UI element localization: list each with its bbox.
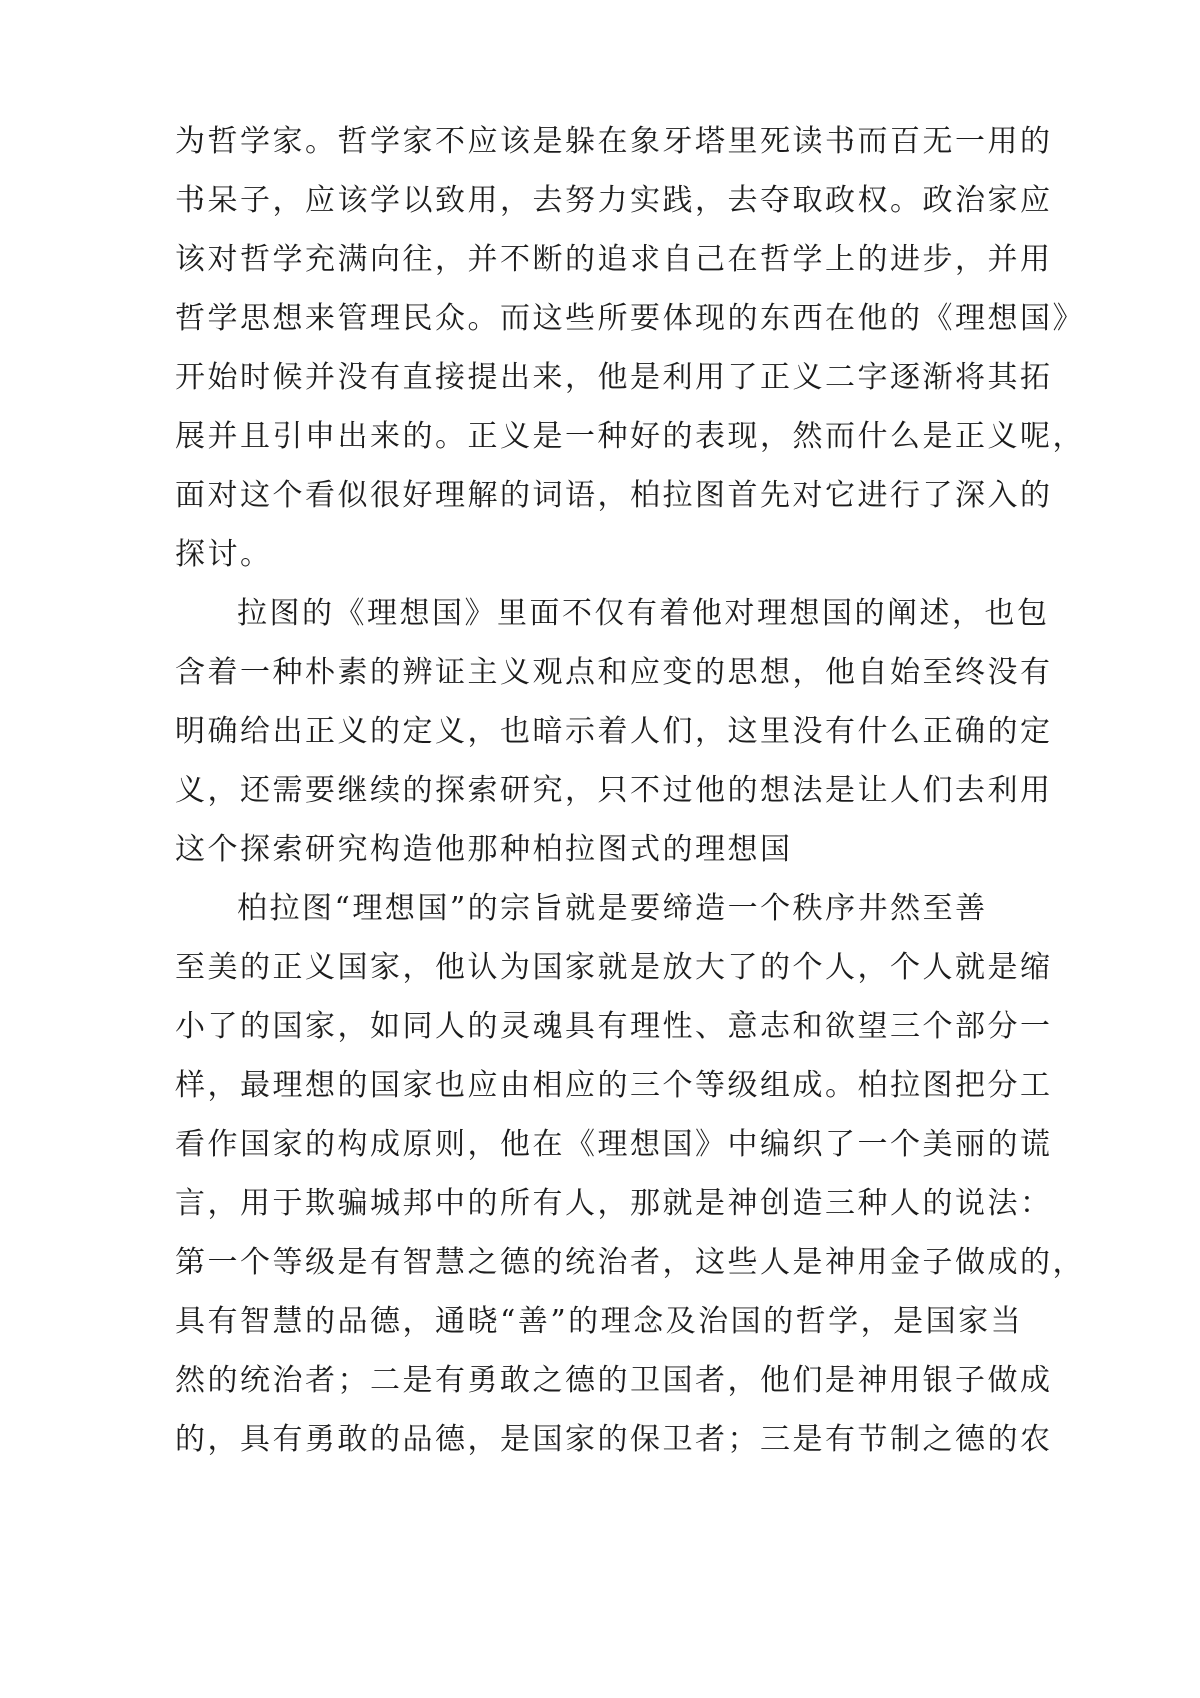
text-line: 含着一种朴素的辨证主义观点和应变的思想，他自始至终没有 (175, 655, 1053, 690)
paragraph-first-line: 拉图的《理想国》里面不仅有着他对理想国的阐述，也包 (237, 596, 1050, 631)
text-line: 看作国家的构成原则，他在《理想国》中编织了一个美丽的谎 (175, 1127, 1053, 1162)
text-line: 的，具有勇敢的品德，是国家的保卫者；三是有节制之德的农 (175, 1422, 1053, 1457)
text-line: 展并且引申出来的。正义是一种好的表现，然而什么是正义呢， (175, 419, 1085, 454)
text-line: 探讨。 (175, 537, 273, 572)
text-line: 为哲学家。哲学家不应该是躲在象牙塔里死读书而百无一用的 (175, 124, 1053, 159)
text-line: 具有智慧的品德，通晓“善”的理念及治国的哲学，是国家当 (175, 1304, 1024, 1339)
text-line: 该对哲学充满向往，并不断的追求自己在哲学上的进步，并用 (175, 242, 1053, 277)
text-line: 言，用于欺骗城邦中的所有人，那就是神创造三种人的说法： (175, 1186, 1053, 1221)
text-line: 哲学思想来管理民众。而这些所要体现的东西在他的《理想国》 (175, 301, 1085, 336)
text-line: 开始时候并没有直接提出来，他是利用了正义二字逐渐将其拓 (175, 360, 1053, 395)
text-line: 然的统治者；二是有勇敢之德的卫国者，他们是神用银子做成 (175, 1363, 1053, 1398)
text-line: 至美的正义国家，他认为国家就是放大了的个人，个人就是缩 (175, 950, 1053, 985)
text-line: 明确给出正义的定义，也暗示着人们，这里没有什么正确的定 (175, 714, 1053, 749)
text-line: 这个探索研究构造他那种柏拉图式的理想国 (175, 832, 793, 867)
text-line: 义，还需要继续的探索研究，只不过他的想法是让人们去利用 (175, 773, 1053, 808)
paragraph-first-line: 柏拉图“理想国”的宗旨就是要缔造一个秩序井然至善 (237, 891, 988, 926)
text-line: 样，最理想的国家也应由相应的三个等级组成。柏拉图把分工 (175, 1068, 1053, 1103)
body-text (175, 112, 1085, 1469)
text-line: 第一个等级是有智慧之德的统治者，这些人是神用金子做成的， (175, 1245, 1085, 1280)
text-line: 小了的国家，如同人的灵魂具有理性、意志和欲望三个部分一 (175, 1009, 1053, 1044)
text-line: 书呆子，应该学以致用，去努力实践，去夺取政权。政治家应 (175, 183, 1053, 218)
text-line: 面对这个看似很好理解的词语，柏拉图首先对它进行了深入的 (175, 478, 1053, 513)
